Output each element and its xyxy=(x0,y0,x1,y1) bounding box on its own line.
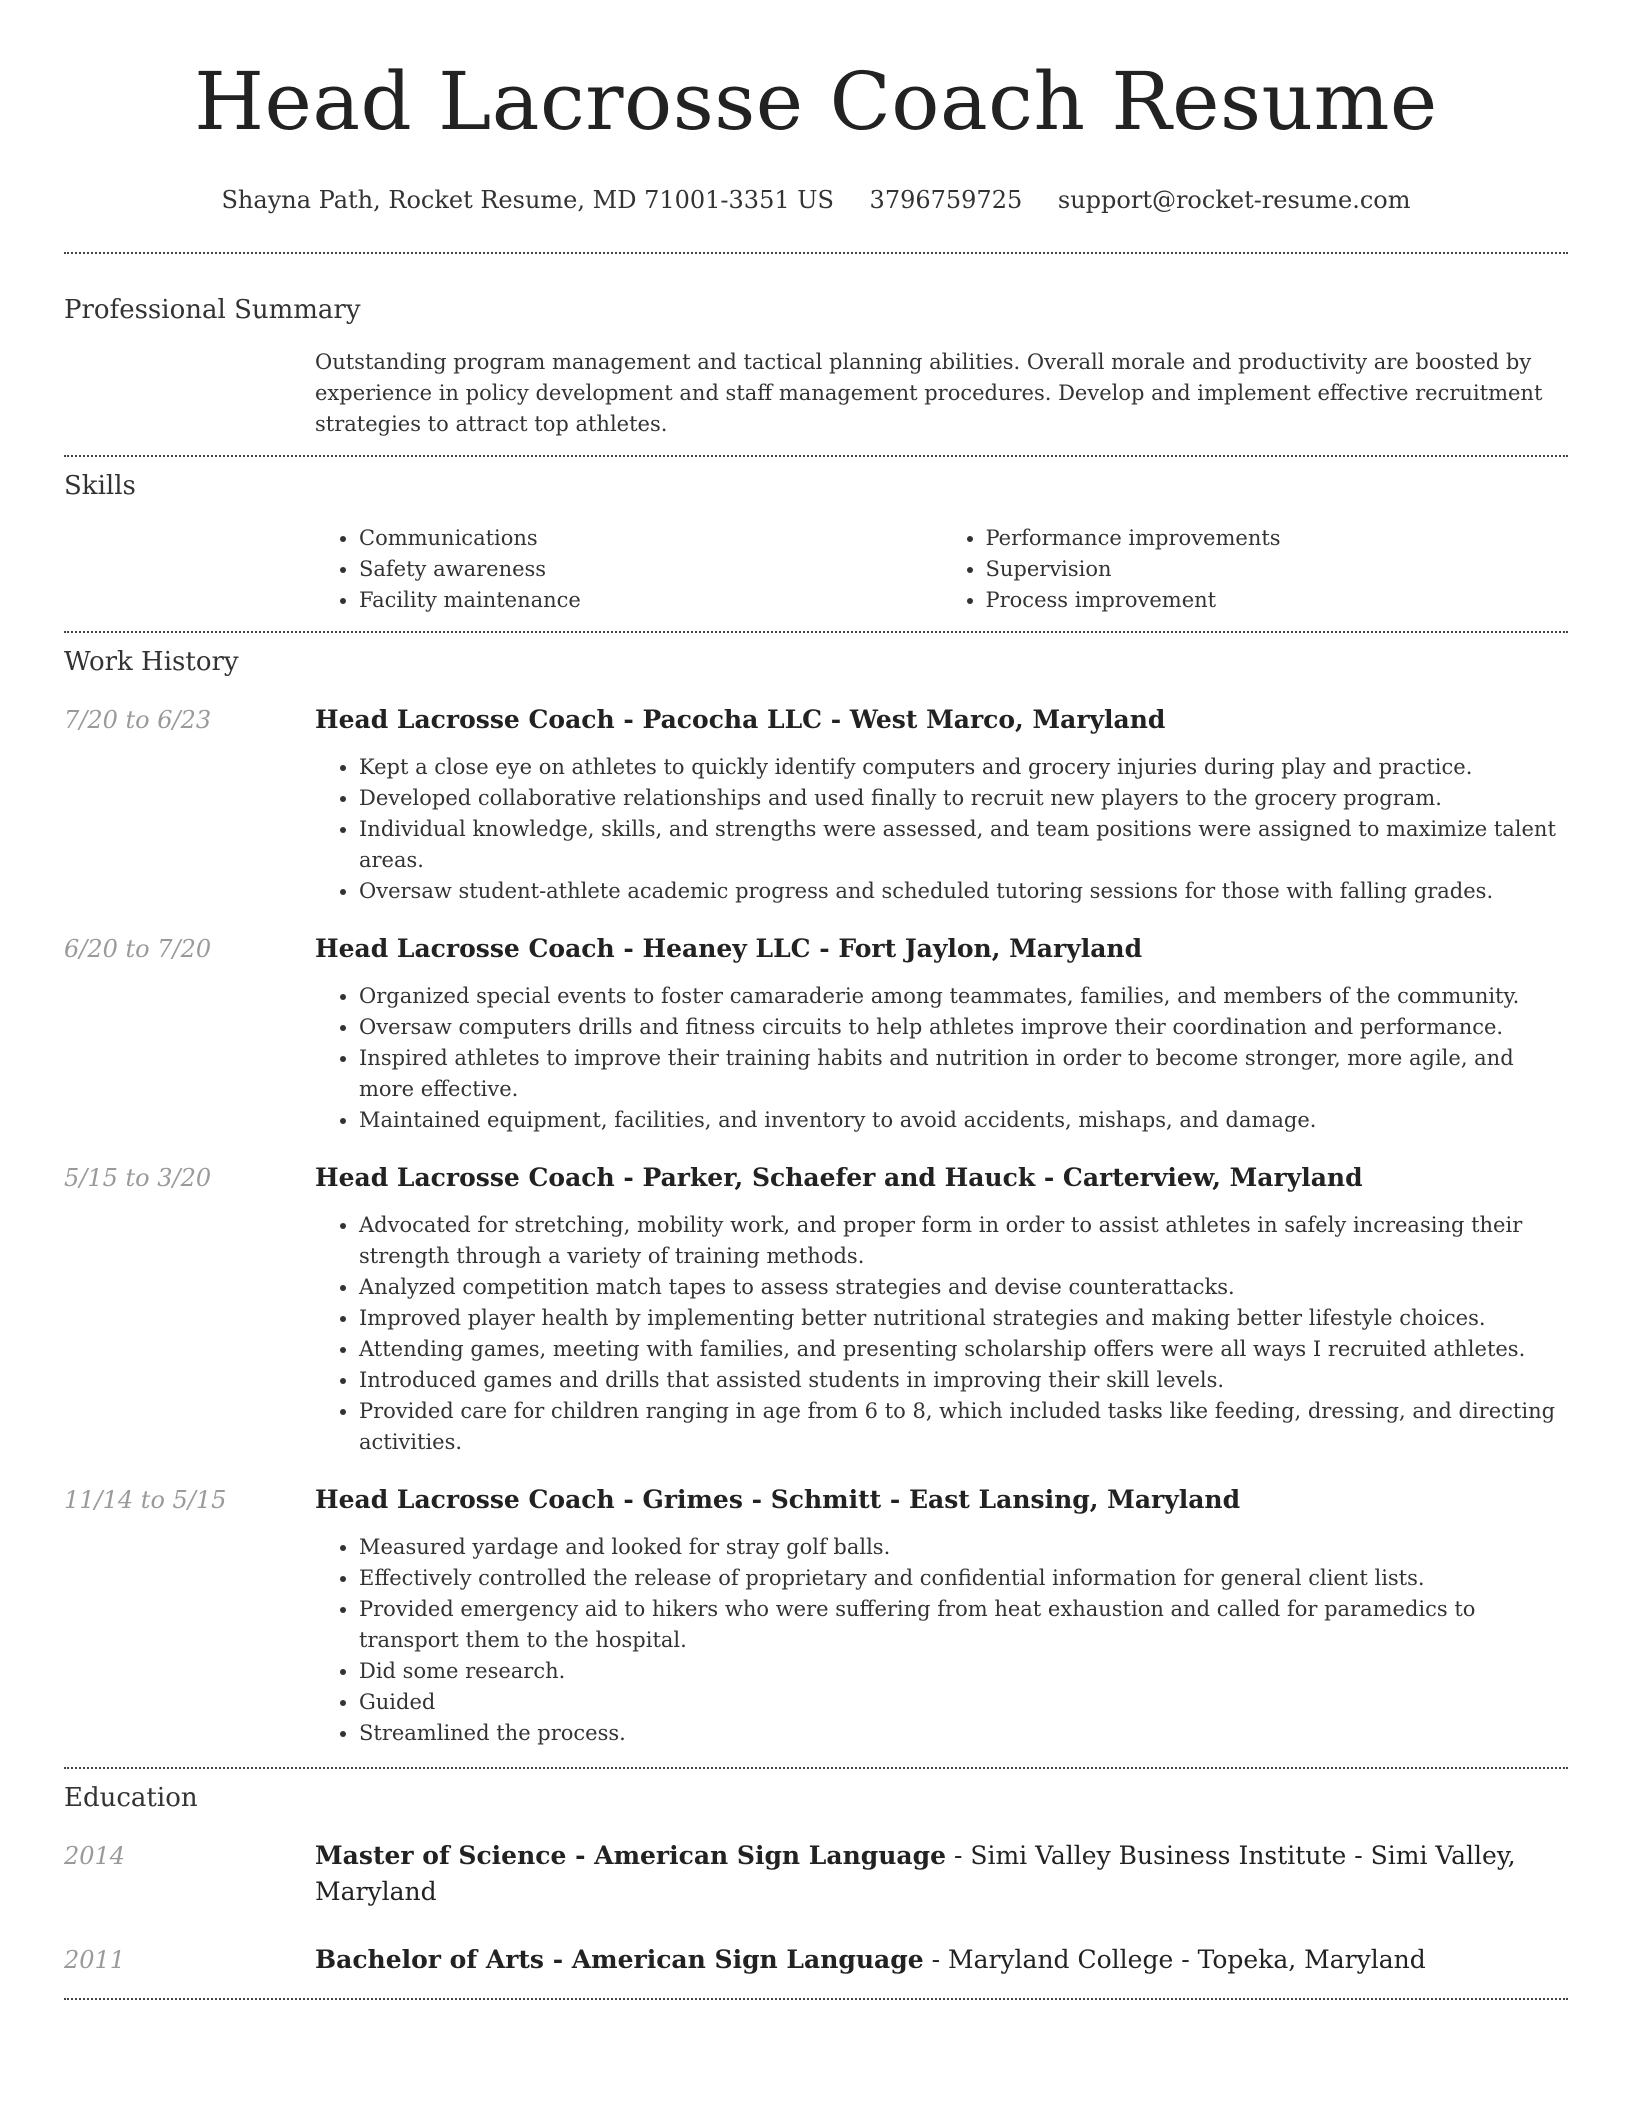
job-duty: • Attending games, meeting with families, and presenting scholarship offers were all ways I recruited athletes. xyxy=(359,1334,1568,1365)
job-entry xyxy=(64,1482,1568,1749)
job-duty: • Streamlined the process. xyxy=(359,1718,1568,1749)
education-entry xyxy=(64,1942,1568,1978)
summary-text: Outstanding program management and tactical planning abilities. Overall morale and productivity are boosted by experience in policy development and staff management procedures. Develop and implement effective recruitment strategies to attract top athletes. xyxy=(315,350,1543,436)
job-duty: • Improved player health by implementing better nutritional strategies and making better lifestyle choices. xyxy=(359,1303,1568,1334)
education-degree: Bachelor of Arts - American Sign Language xyxy=(315,1945,924,1974)
job-duty: • Advocated for stretching, mobility work, and proper form in order to assist athletes in safely increasing their strength through a variety of training methods. xyxy=(359,1210,1568,1272)
contact-email: support@rocket-resume.com xyxy=(1057,186,1411,214)
skills-list-left xyxy=(315,523,942,616)
skill-item: • Process improvement xyxy=(986,585,1569,616)
job-duties xyxy=(315,1210,1568,1458)
contact-line xyxy=(64,182,1568,218)
divider xyxy=(64,631,1568,633)
job-duty: • Guided xyxy=(359,1687,1568,1718)
education-year: 2011 xyxy=(64,1946,126,1974)
job-duty: • Introduced games and drills that assisted students in improving their skill levels. xyxy=(359,1365,1568,1396)
job-duties xyxy=(315,1532,1568,1749)
job-duty: • Provided care for children ranging in age from 6 to 8, which included tasks like feeding, dressing, and directing activities. xyxy=(359,1396,1568,1458)
education-section xyxy=(64,1780,1568,1978)
contact-address: Shayna Path, Rocket Resume, MD 71001-3351 US xyxy=(221,186,834,214)
section-title-work-history: Work History xyxy=(64,647,239,677)
skill-item: • Facility maintenance xyxy=(359,585,942,616)
job-duty: • Developed collaborative relationships and used finally to recruit new players to the grocery program. xyxy=(359,783,1568,814)
job-dates: 6/20 to 7/20 xyxy=(64,935,212,963)
job-duty: • Measured yardage and looked for stray golf balls. xyxy=(359,1532,1568,1563)
skills-list-right xyxy=(942,523,1569,616)
education-year: 2014 xyxy=(64,1842,126,1870)
summary-section xyxy=(64,292,1568,440)
education-degree: Master of Science - American Sign Language xyxy=(315,1841,947,1870)
job-duty: • Individual knowledge, skills, and strengths were assessed, and team positions were assigned to maximize talent areas. xyxy=(359,814,1568,876)
education-entry xyxy=(64,1838,1568,1910)
job-duties xyxy=(315,752,1568,907)
education-school: - Simi Valley Business Institute - Simi Valley, Maryland xyxy=(315,1841,1516,1906)
job-duties xyxy=(315,981,1568,1136)
resume-page xyxy=(64,0,1568,2000)
contact-phone: 3796759725 xyxy=(869,186,1023,214)
section-title-summary: Professional Summary xyxy=(64,295,361,325)
divider xyxy=(64,455,1568,457)
skills-grid xyxy=(315,523,1568,616)
job-dates: 11/14 to 5/15 xyxy=(64,1486,227,1514)
job-title: Head Lacrosse Coach - Heaney LLC - Fort Jaylon, Maryland xyxy=(315,934,1143,963)
skill-item: • Performance improvements xyxy=(986,523,1569,554)
section-title-education: Education xyxy=(64,1783,198,1813)
job-entry xyxy=(64,702,1568,907)
skill-item: • Communications xyxy=(359,523,942,554)
job-entry xyxy=(64,1160,1568,1458)
job-duty: • Oversaw computers drills and fitness circuits to help athletes improve their coordination and performance. xyxy=(359,1012,1568,1043)
job-title: Head Lacrosse Coach - Pacocha LLC - West Marco, Maryland xyxy=(315,705,1166,734)
education-line xyxy=(315,1942,1568,1978)
job-duty: • Effectively controlled the release of proprietary and confidential information for general client lists. xyxy=(359,1563,1568,1594)
divider xyxy=(64,1998,1568,2000)
resume-title: Head Lacrosse Coach Resume xyxy=(194,55,1438,148)
job-duty: • Analyzed competition match tapes to assess strategies and devise counterattacks. xyxy=(359,1272,1568,1303)
work-history-section xyxy=(64,644,1568,1749)
section-title-skills: Skills xyxy=(64,471,136,501)
job-title: Head Lacrosse Coach - Parker, Schaefer and Hauck - Carterview, Maryland xyxy=(315,1163,1363,1192)
job-duty: • Did some research. xyxy=(359,1656,1568,1687)
job-duty: • Kept a close eye on athletes to quickly identify computers and grocery injuries during play and practice. xyxy=(359,752,1568,783)
job-duty: • Inspired athletes to improve their training habits and nutrition in order to become stronger, more agile, and more effective. xyxy=(359,1043,1568,1105)
education-line xyxy=(315,1838,1568,1910)
skill-item: • Supervision xyxy=(986,554,1569,585)
job-entry xyxy=(64,931,1568,1136)
skills-section xyxy=(64,468,1568,616)
skill-item: • Safety awareness xyxy=(359,554,942,585)
job-title: Head Lacrosse Coach - Grimes - Schmitt - East Lansing, Maryland xyxy=(315,1485,1241,1514)
job-duty: • Oversaw student-athlete academic progress and scheduled tutoring sessions for those with falling grades. xyxy=(359,876,1568,907)
job-dates: 7/20 to 6/23 xyxy=(64,706,212,734)
job-duty: • Provided emergency aid to hikers who were suffering from heat exhaustion and called for paramedics to transport them to the hospital. xyxy=(359,1594,1568,1656)
divider xyxy=(64,1767,1568,1769)
job-duty: • Maintained equipment, facilities, and inventory to avoid accidents, mishaps, and damage. xyxy=(359,1105,1568,1136)
job-dates: 5/15 to 3/20 xyxy=(64,1164,212,1192)
job-duty: • Organized special events to foster camaraderie among teammates, families, and members of the community. xyxy=(359,981,1568,1012)
divider xyxy=(64,252,1568,254)
education-school: - Maryland College - Topeka, Maryland xyxy=(923,1945,1426,1974)
